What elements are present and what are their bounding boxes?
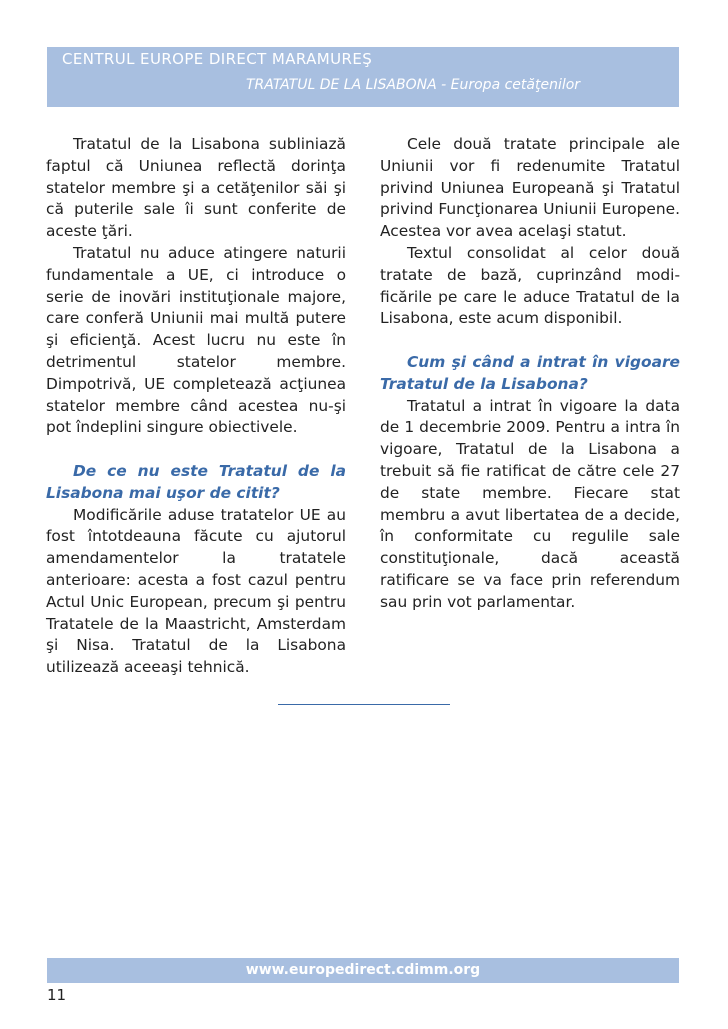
left-paragraph-1: Tratatul de la Lisabona subliniază faptul că Uniunea reflectă dorinţa statelor membre şi a cetăţenilor săi şi că puterile sale îi sunt conferite de aceste ţări. <box>46 135 346 241</box>
right-paragraph-2: Textul consolidat al celor două tratate de bază, cuprinzând modificările pe care le aduce Tratatul de la Lisabona, este acum disponibil. <box>380 243 680 328</box>
spacer <box>46 439 346 461</box>
left-paragraph-2: Tratatul nu aduce atingere naturii fundamentale a UE, ci introduce o serie de inovări instituţionale majore, care conferă Uniunii mai multă putere şi eficienţă. Acest lucru nu este în detrimentul statelor membre. Dimpotrivă, UE completează acţiunea statelor membre când acestea nu-şi pot îndeplini singure obiectivele. <box>46 243 346 437</box>
spacer <box>380 330 680 352</box>
right-paragraph-1: Cele două tratate principale ale Uniunii vor fi redenumite Tratatul privind Uniunea Europeană şi Tratatul privind Funcţionarea Uniunii Europene. Acestea vor avea acelaşi statut. <box>380 135 680 241</box>
page-number: 11 <box>47 986 67 1004</box>
left-paragraph-3: Modificările aduse tratatelor UE au fost întotdeauna făcute cu ajutorul amendamentelor la tratatele anterioare: acesta a fost cazul pentru Actul Unic European, precum şi pentru Tratatele de la Maastricht, Amsterdam şi Nisa. Tratatul de la Lisabona utilizează aceeaşi tehnică. <box>46 505 346 677</box>
header-subtitle-title: TRATATUL DE LA LISABONA <box>246 77 437 93</box>
header-subtitle <box>246 77 580 93</box>
footer-website-link[interactable]: www.europedirect.cdimm.org <box>245 962 481 978</box>
right-column <box>380 134 680 614</box>
header-subtitle-tagline: - Europa cetăţenilor <box>436 77 581 93</box>
right-section-heading: Cum şi când a intrat în vigoare Tratatul de la Lisabona? <box>380 352 680 393</box>
right-paragraph-3: Tratatul a intrat în vigoare la data de 1 decembrie 2009. Pentru a intra în vigoare, Tratatul de la Lisabona a trebuit să fie ratificat de către cele 27 de state membre. Fiecare stat membru a avut libertatea de a decide, în conformitate cu regulile sale constituţionale, dacă această ratificare se va face prin referendum sau prin vot parlamentar. <box>380 396 680 611</box>
left-column <box>46 134 346 679</box>
section-end-divider <box>278 704 450 705</box>
footer-band <box>47 958 679 983</box>
left-section-heading: De ce nu este Tratatul de la Lisabona mai uşor de citit? <box>46 461 346 502</box>
header-title: CENTRUL EUROPE DIRECT MARAMUREŞ <box>62 50 373 68</box>
